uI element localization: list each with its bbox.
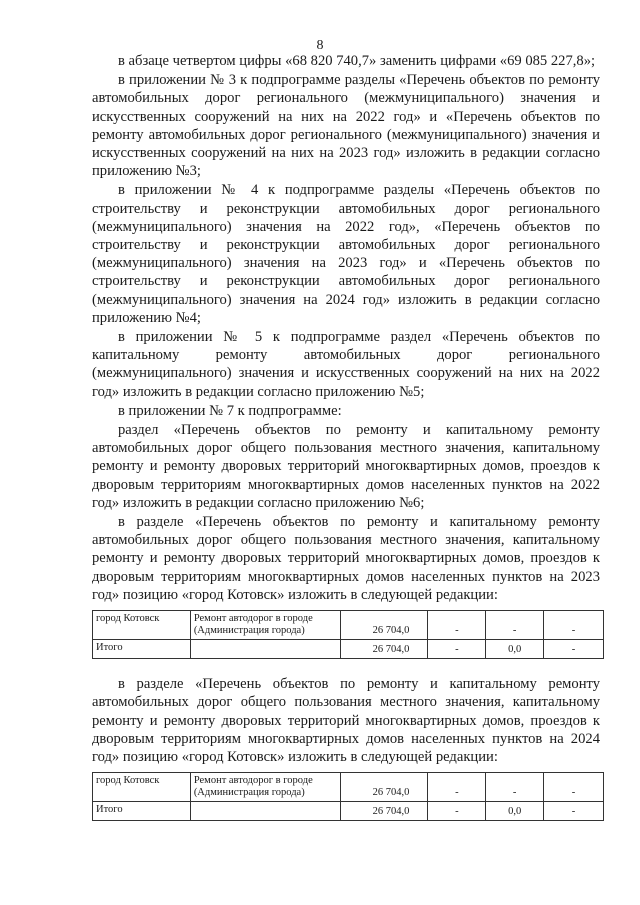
table-cell: Ремонт автодорог в городе (Администрация города)	[190, 611, 340, 640]
table-row	[93, 640, 604, 659]
page-number: 8	[316, 38, 324, 53]
table-cell	[190, 802, 340, 821]
table-cell	[190, 640, 340, 659]
document-body	[92, 52, 600, 837]
table-cell: 0,0	[486, 640, 544, 659]
position-table-2024	[92, 772, 604, 821]
paragraph: в приложении № 4 к подпрограмме разделы «Перечень объектов по строительству и реконструкции автомобильных дорог регионального (межмуниципального) значения на 2022 год», «Перечень объектов по строительству и реконструкции автомобильных дорог регионального (межмуниципального) значения на 2023 год» и «Перечень объектов по строительству и реконструкции автомобильных дорог регионального (межмуниципального) значения на 2024 год» изложить в редакции согласно приложению №4;	[92, 182, 600, 326]
table-cell: -	[544, 640, 604, 659]
table-cell: 0,0	[486, 802, 544, 821]
paragraph: в приложении № 7 к подпрограмме:	[118, 402, 342, 419]
table-row	[93, 611, 604, 640]
table-cell: Итого	[93, 640, 191, 659]
table-cell: город Котовск	[93, 611, 191, 640]
table-cell: -	[486, 611, 544, 640]
table-cell: Итого	[93, 802, 191, 821]
table-cell: Ремонт автодорог в городе (Администрация города)	[190, 773, 340, 802]
table-cell: 26 704,0	[340, 773, 428, 802]
table-cell: -	[544, 773, 604, 802]
position-table-2023	[92, 610, 604, 659]
table-cell: -	[544, 611, 604, 640]
table-cell: -	[544, 802, 604, 821]
paragraph: раздел «Перечень объектов по ремонту и капитальному ремонту автомобильных дорог общего пользования местного значения, капитальному ремонту и ремонту дворовых территорий многоквартирных домов, проездов к дворовым территориям многоквартирных домов населенных пунктов на 2022 год» изложить в редакции согласно приложению №6;	[92, 422, 600, 511]
paragraph: в приложении № 5 к подпрограмме раздел «Перечень объектов по капитальному ремонту автомобильных дорог регионального (межмуниципального) значения и искусственных сооружений на них на 2022 год» изложить в редакции согласно приложению №5;	[92, 329, 600, 400]
paragraph: в абзаце четвертом цифры «68 820 740,7» заменить цифрами «69 085 227,8»;	[118, 53, 596, 69]
table-cell: 26 704,0	[340, 611, 428, 640]
table-cell: 26 704,0	[340, 802, 428, 821]
table-cell: -	[428, 640, 486, 659]
table-cell: -	[428, 802, 486, 821]
table-cell: город Котовск	[93, 773, 191, 802]
paragraph: в приложении № 3 к подпрограмме разделы «Перечень объектов по ремонту автомобильных дорог регионального (межмуниципального) значения и искусственных сооружений на них на 2022 год» и «Перечень объектов по ремонту автомобильных дорог регионального (межмуниципального) значения и искусственных сооружений на них на 2023 год» изложить в редакции согласно приложению №3;	[92, 72, 600, 180]
table-cell: -	[428, 611, 486, 640]
table-row	[93, 773, 604, 802]
table-cell: -	[428, 773, 486, 802]
table-cell: -	[486, 773, 544, 802]
table-cell: 26 704,0	[340, 640, 428, 659]
table-row	[93, 802, 604, 821]
paragraph: в разделе «Перечень объектов по ремонту и капитальному ремонту автомобильных дорог общего пользования местного значения, капитальному ремонту и ремонту дворовых территорий многоквартирных домов, проездов к дворовым территориям многоквартирных домов населенных пунктов на 2024 год» позицию «город Котовск» изложить в следующей редакции:	[92, 676, 600, 765]
paragraph: в разделе «Перечень объектов по ремонту и капитальному ремонту автомобильных дорог общего пользования местного значения, капитальному ремонту и ремонту дворовых территорий многоквартирных домов, проездов к дворовым территориям многоквартирных домов населенных пунктов на 2023 год» позицию «город Котовск» изложить в следующей редакции:	[92, 514, 600, 603]
